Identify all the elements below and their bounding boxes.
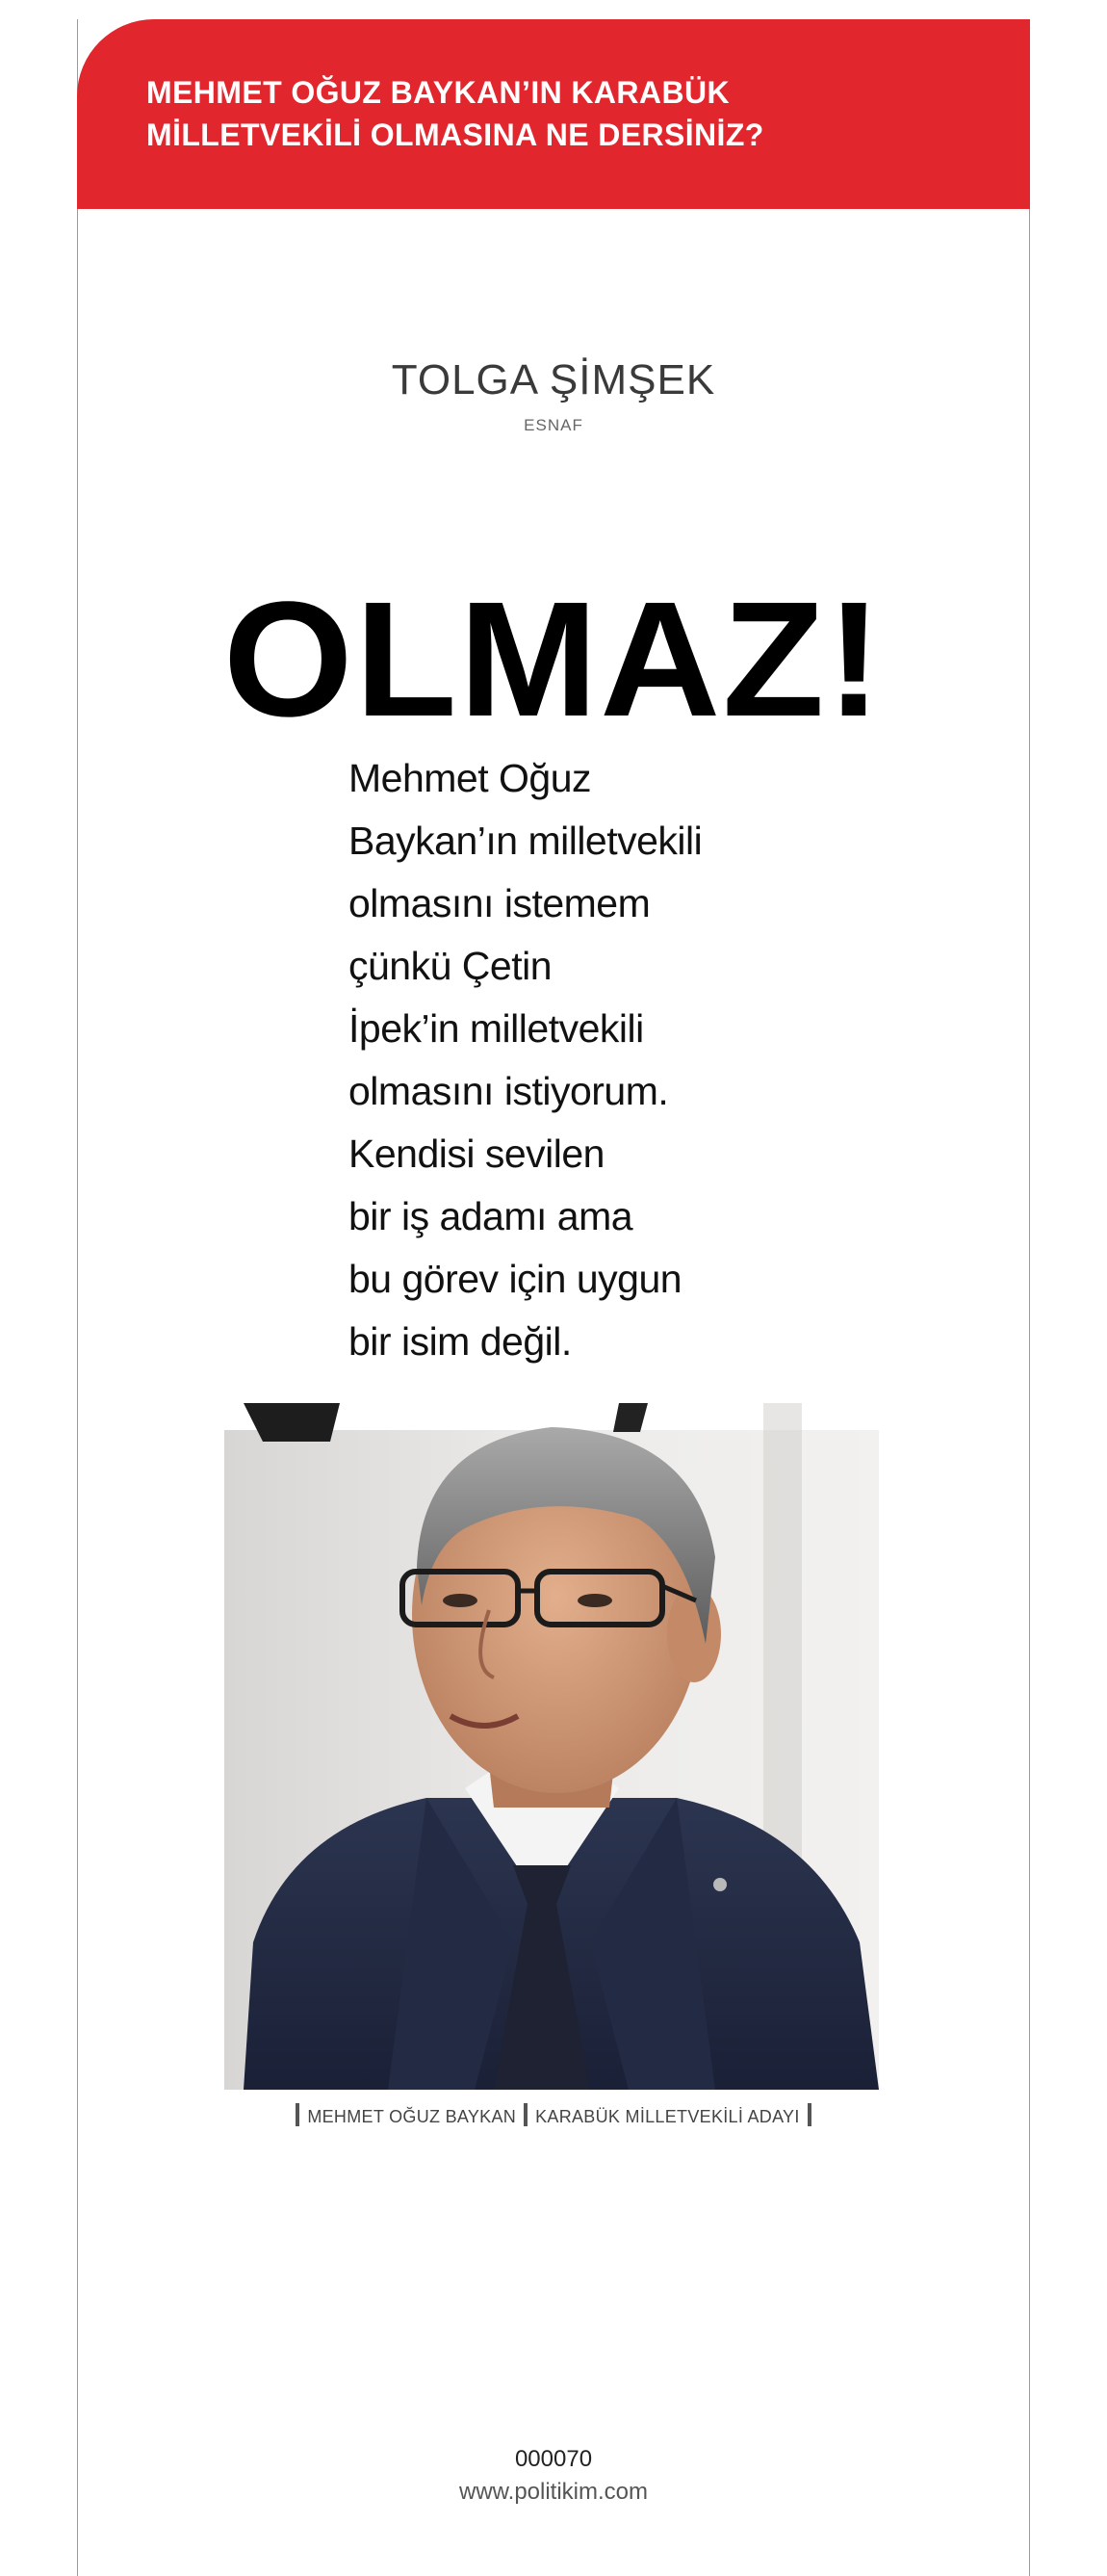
author-name: TOLGA ŞİMŞEK [391,356,716,403]
caption-separator [296,2103,299,2126]
body-line: olmasını istiyorum. [348,1069,669,1113]
body-line: Mehmet Oğuz [348,756,591,800]
caption-title: KARABÜK MİLLETVEKİLİ ADAYI [535,2106,800,2126]
portrait-photo [224,1403,879,2090]
body-line: bir isim değil. [348,1319,572,1364]
body-line: Baykan’ın milletvekili [348,819,703,863]
caption-separator [808,2103,811,2126]
body-line: İpek’in milletvekili [348,1006,644,1051]
body-line: bir iş adamı ama [348,1194,633,1238]
footer-code: 000070 [514,2446,593,2472]
body-line: çünkü Çetin [348,944,553,988]
headline: OLMAZ! [222,568,885,751]
body-line: bu görev için uygun [348,1257,682,1301]
body-line: Kendisi sevilen [348,1132,605,1176]
header-title-line-2: MİLLETVEKİLİ OLMASINA NE DERSİNİZ? [146,117,764,152]
caption-name: MEHMET OĞUZ BAYKAN [307,2106,517,2126]
header-title-line-1: MEHMET OĞUZ BAYKAN’IN KARABÜK [146,75,730,110]
caption-separator [524,2103,528,2126]
header-banner [77,19,1030,209]
footer-url: www.politikim.com [458,2479,649,2505]
body-line: olmasını istemem [348,881,651,925]
body-text [348,747,811,1373]
author-role: ESNAF [524,416,583,434]
photo-caption [0,2106,1107,2129]
